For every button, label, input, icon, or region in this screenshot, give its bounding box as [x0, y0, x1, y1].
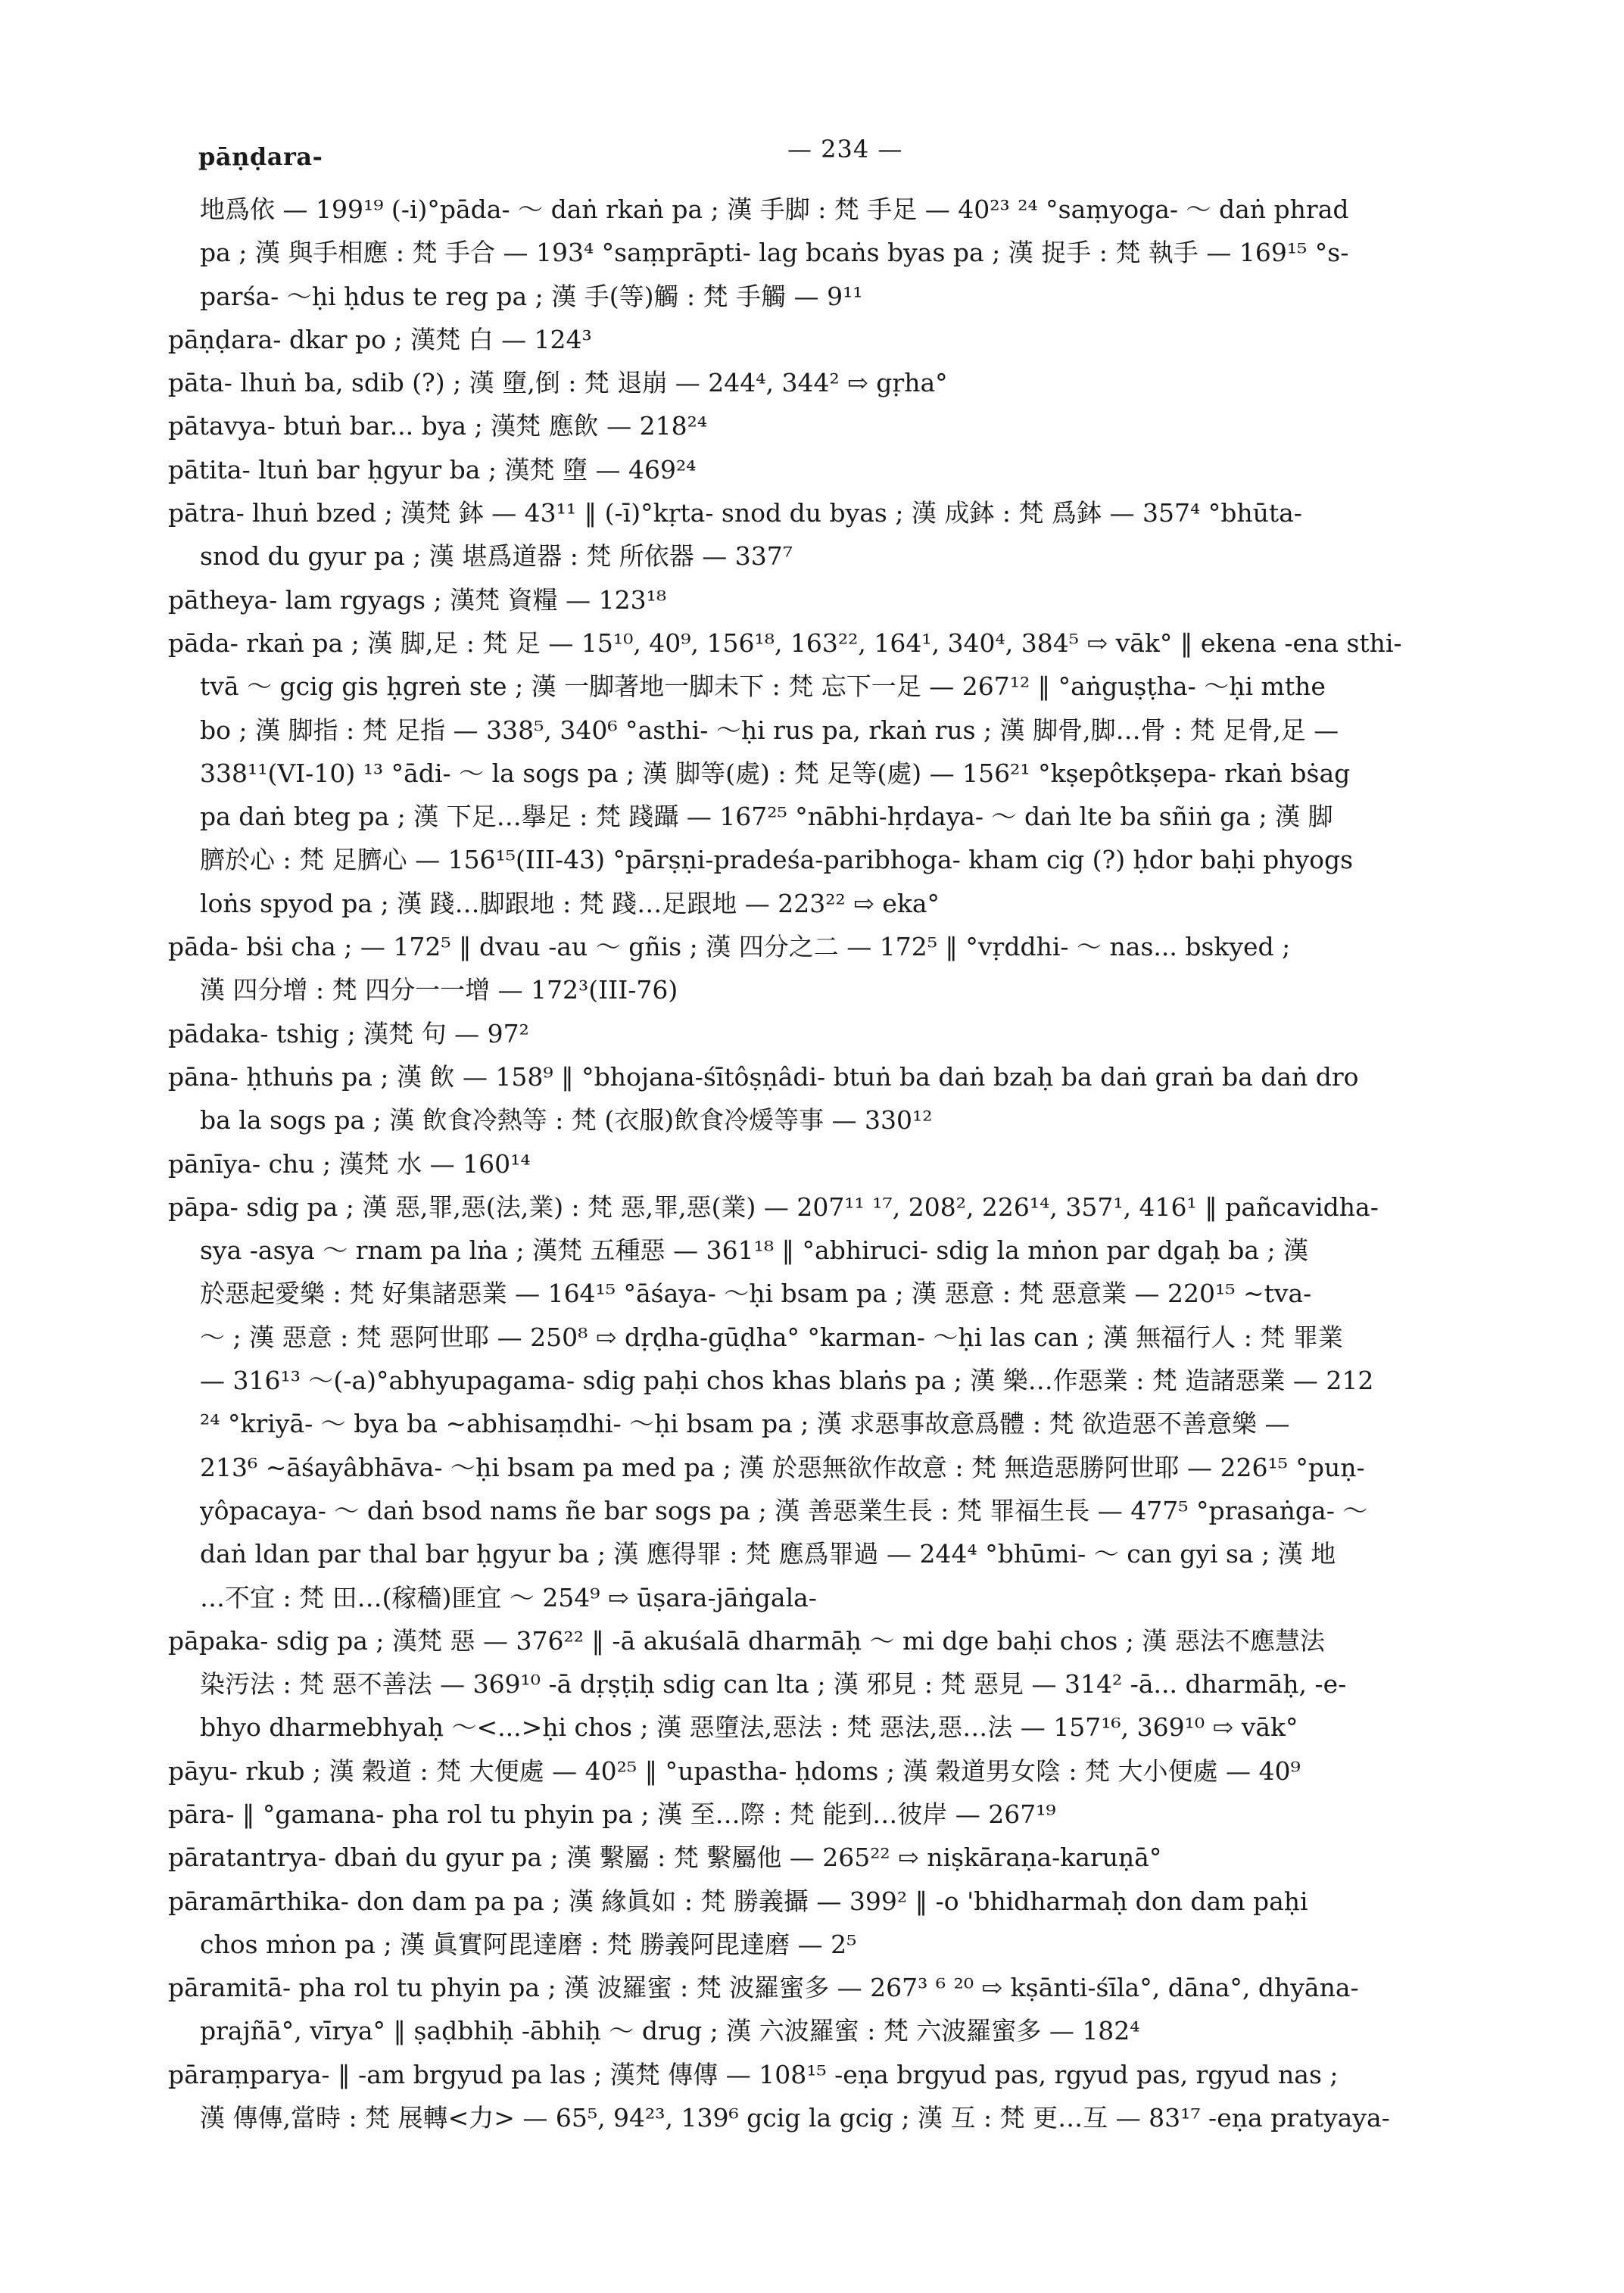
- running-head: pāṇḍara-: [198, 142, 323, 171]
- entry-line: …不宜 : 梵 田…(稼穡)匪宜 ～ 254⁹ ⇨ ūṣara-jāṅgala-: [200, 1582, 817, 1612]
- entry-line: pātra- lhuṅ bzed ; 漢梵 鉢 — 43¹¹ ‖ (-ī)°kṛta- snod du byas ; 漢 成鉢 : 梵 爲鉢 — 357⁴ °bhūta-: [168, 498, 1302, 528]
- entry-line: pānīya- chu ; 漢梵 水 — 160¹⁴: [168, 1148, 531, 1179]
- entry-line: pāpa- sdig pa ; 漢 惡,罪,惡(法,業) : 梵 惡,罪,惡(業) — 207¹¹ ¹⁷, 208², 226¹⁴, 357¹, 416¹ ‖ pañcavidha-: [168, 1192, 1379, 1222]
- entry-line: ～ ; 漢 惡意 : 梵 惡阿世耶 — 250⁸ ⇨ dṛḍha-gūḍha° °karman- ～ḥi las can ; 漢 無福行人 : 梵 罪業: [200, 1322, 1343, 1352]
- entry-line: loṅs spyod pa ; 漢 踐…脚跟地 : 梵 踐…足跟地 — 223²² ⇨ eka°: [200, 888, 940, 918]
- entry-line: 地爲依 — 199¹⁹ (-i)°pāda- ～ daṅ rkaṅ pa ; 漢 手脚 : 梵 手足 — 40²³ ²⁴ °saṃyoga- ～ daṅ phrad: [200, 195, 1349, 224]
- entry-line: tvā ～ gcig gis ḥgreṅ ste ; 漢 一脚著地一脚未下 : 梵 忘下一足 — 267¹² ‖ °aṅguṣṭha- ～ḥi mthe: [200, 671, 1326, 702]
- entry-line: 338¹¹(VI-10) ¹³ °ādi- ～ la sogs pa ; 漢 脚等(處) : 梵 足等(處) — 156²¹ °kṣepôtkṣepa- rkaṅ bṡag: [200, 758, 1351, 788]
- entry-line: pātavya- btuṅ bar... bya ; 漢梵 應飲 — 218²⁴: [168, 411, 708, 441]
- entry-line: ba la sogs pa ; 漢 飲食冷熱等 : 梵 (衣服)飲食冷煖等事 — 330¹²: [200, 1105, 933, 1136]
- page-number: — 234 —: [787, 135, 903, 164]
- entry-line: pāpaka- sdig pa ; 漢梵 惡 — 376²² ‖ -ā akuśalā dharmāḥ ～ mi dge baḥi chos ; 漢 惡法不應慧法: [168, 1625, 1325, 1656]
- entry-line: pa ; 漢 與手相應 : 梵 手合 — 193⁴ °saṃprāpti- lag bcaṅs byas pa ; 漢 捉手 : 梵 執手 — 169¹⁵ °s-: [200, 238, 1349, 268]
- entry-line: 於惡起愛樂 : 梵 好集諸惡業 — 164¹⁵ °āśaya- ～ḥi bsam pa ; 漢 惡意 : 梵 惡意業 — 220¹⁵ ~tva-: [200, 1279, 1312, 1309]
- entry-line: pāda- rkaṅ pa ; 漢 脚,足 : 梵 足 — 15¹⁰, 40⁹, 156¹⁸, 163²², 164¹, 340⁴, 384⁵ ⇨ vāk° ‖ ekena -ena sthi-: [168, 628, 1402, 658]
- entry-line: pāratantrya- dbaṅ du gyur pa ; 漢 繫屬 : 梵 繫屬他 — 265²² ⇨ niṣkāraṇa-karuṇā°: [168, 1843, 1162, 1873]
- entry-line: snod du gyur pa ; 漢 堪爲道器 : 梵 所依器 — 337⁷: [200, 541, 793, 572]
- entry-line: pāda- bṡi cha ; — 172⁵ ‖ dvau -au ～ gñis ; 漢 四分之二 — 172⁵ ‖ °vṛddhi- ～ nas... bskyed ;: [168, 932, 1291, 962]
- entry-line: pātheya- lam rgyags ; 漢梵 資糧 — 123¹⁸: [168, 584, 667, 615]
- entry-line: pāna- ḥthuṅs pa ; 漢 飲 — 158⁹ ‖ °bhojana-śītôṣṇâdi- btuṅ ba daṅ bzaḥ ba daṅ graṅ ba daṅ dro: [168, 1061, 1359, 1092]
- entry-line: pāra- ‖ °gamana- pha rol tu phyin pa ; 漢 至…際 : 梵 能到…彼岸 — 267¹⁹: [168, 1799, 1056, 1829]
- entry-line: parśa- ～ḥi ḥdus te reg pa ; 漢 手(等)觸 : 梵 手觸 — 9¹¹: [200, 281, 863, 311]
- entry-line: daṅ ldan par thal bar ḥgyur ba ; 漢 應得罪 : 梵 應爲罪過 — 244⁴ °bhūmi- ～ can gyi sa ; 漢 地: [200, 1539, 1336, 1569]
- entry-line: pāraṃparya- ‖ -am brgyud pa las ; 漢梵 傳傳 — 108¹⁵ -eṇa brgyud pas, rgyud pas, rgyud nas ;: [168, 2059, 1339, 2089]
- entry-line: 臍於心 : 梵 足臍心 — 156¹⁵(III-43) °pārṣṇi-pradeśa-paribhoga- kham cig (?) ḥdor baḥi phyogs: [200, 845, 1354, 875]
- entry-line: bo ; 漢 脚指 : 梵 足指 — 338⁵, 340⁶ °asthi- ～ḥi rus pa, rkaṅ rus ; 漢 脚骨,脚…骨 : 梵 足骨,足 —: [200, 715, 1339, 745]
- entry-line: pa daṅ bteg pa ; 漢 下足…擧足 : 梵 踐躡 — 167²⁵ °nābhi-hṛdaya- ～ daṅ lte ba sñiṅ ga ; 漢 脚: [200, 802, 1333, 832]
- entry-line: ²⁴ °kriyā- ～ bya ba ~abhisaṃdhi- ～ḥi bsam pa ; 漢 求惡事故意爲體 : 梵 欲造惡不善意樂 —: [200, 1409, 1290, 1439]
- entry-line: pātita- ltuṅ bar ḥgyur ba ; 漢梵 墮 — 469²⁴: [168, 454, 697, 484]
- entry-line: 213⁶ ~āśayâbhāva- ～ḥi bsam pa med pa ; 漢 於惡無欲作故意 : 梵 無造惡勝阿世耶 — 226¹⁵ °puṇ-: [200, 1452, 1365, 1482]
- entry-line: pāramitā- pha rol tu phyin pa ; 漢 波羅蜜 : 梵 波羅蜜多 — 267³ ⁶ ²⁰ ⇨ kṣānti-śīla°, dāna°, dhyāna-: [168, 1973, 1359, 2003]
- entry-line: — 316¹³ ～(-a)°abhyupagama- sdig paḥi chos khas blaṅs pa ; 漢 樂…作惡業 : 梵 造諸惡業 — 212: [200, 1366, 1374, 1396]
- entry-line: pāta- lhuṅ ba, sdib (?) ; 漢 墮,倒 : 梵 退崩 — 244⁴, 344² ⇨ gṛha°: [168, 368, 948, 398]
- entry-line: chos mṅon pa ; 漢 眞實阿毘達磨 : 梵 勝義阿毘達磨 — 2⁵: [200, 1929, 857, 1959]
- entry-line: bhyo dharmebhyaḥ ～<...>ḥi chos ; 漢 惡墮法,惡法 : 梵 惡法,惡…法 — 157¹⁶, 369¹⁰ ⇨ vāk°: [200, 1712, 1298, 1743]
- entry-line: sya -asya ～ rnam pa lṅa ; 漢梵 五種惡 — 361¹⁸ ‖ °abhiruci- sdig la mṅon par dgaḥ ba ; 漢: [200, 1235, 1309, 1266]
- entry-line: yôpacaya- ～ daṅ bsod nams ñe bar sogs pa ; 漢 善惡業生長 : 梵 罪福生長 — 477⁵ °prasaṅga- ～: [200, 1495, 1368, 1525]
- entry-line: pādaka- tshig ; 漢梵 句 — 97²: [168, 1018, 529, 1048]
- entry-line: 染汚法 : 梵 惡不善法 — 369¹⁰ -ā dṛṣṭiḥ sdig can lta ; 漢 邪見 : 梵 惡見 — 314² -ā... dharmāḥ, -e-: [200, 1669, 1347, 1699]
- entry-line: pāṇḍara- dkar po ; 漢梵 白 — 124³: [168, 324, 592, 354]
- entry-line: pāramārthika- don dam pa pa ; 漢 緣眞如 : 梵 勝義攝 — 399² ‖ -o 'bhidharmaḥ don dam paḥi: [168, 1886, 1308, 1916]
- entry-line: prajñā°, vīrya° ‖ ṣaḍbhiḥ -ābhiḥ ～ drug ; 漢 六波羅蜜 : 梵 六波羅蜜多 — 182⁴: [200, 2016, 1140, 2046]
- entry-line: pāyu- rkub ; 漢 穀道 : 梵 大便處 — 40²⁵ ‖ °upastha- ḥdoms ; 漢 穀道男女陰 : 梵 大小便處 — 40⁹: [168, 1756, 1301, 1786]
- dictionary-entries: [168, 188, 1531, 2139]
- entry-line: 漢 傳傳,當時 : 梵 展轉<力> — 65⁵, 94²³, 139⁶ gcig la gcig ; 漢 互 : 梵 更…互 — 83¹⁷ -eṇa pratyaya-: [200, 2103, 1390, 2133]
- entry-line: 漢 四分增 : 梵 四分一一增 — 172³(III-76): [200, 975, 678, 1005]
